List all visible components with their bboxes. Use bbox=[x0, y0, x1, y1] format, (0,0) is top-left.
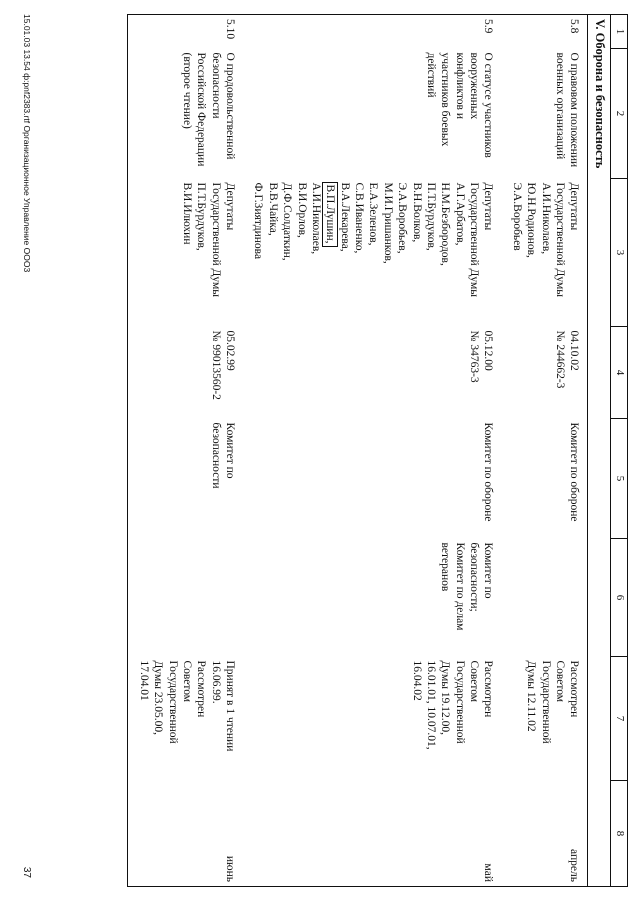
status-line: Рассмотрен bbox=[195, 660, 208, 718]
authors-line: Э.А.Воробьев bbox=[510, 182, 523, 251]
bill-status bbox=[128, 657, 243, 781]
planned-month: апрель bbox=[502, 781, 588, 887]
footer-text: 15.01.03 13.54 ф:pnf2383.rtf Организационное Управление ООО3 bbox=[22, 14, 32, 273]
bill-authors bbox=[128, 179, 243, 327]
column-number: 3 bbox=[611, 179, 628, 327]
bill-title bbox=[243, 49, 501, 179]
status-line: Государственной bbox=[539, 660, 552, 744]
committee-line: безопасности bbox=[209, 422, 222, 489]
co-committees bbox=[243, 539, 501, 657]
row-number: 5.8 bbox=[502, 15, 588, 49]
status-line: Думы 12.11.02 bbox=[525, 660, 538, 732]
row-number: 5.9 bbox=[243, 15, 501, 49]
column-number: 1 bbox=[611, 15, 628, 49]
status-line: Рассмотрен bbox=[482, 660, 495, 718]
status-line: Принят в 1 чтении bbox=[224, 660, 237, 752]
co-committees bbox=[502, 539, 588, 657]
column-number: 4 bbox=[611, 327, 628, 419]
column-number: 8 bbox=[611, 781, 628, 887]
status-line: 17.04.01 bbox=[137, 660, 150, 701]
authors-line: С.В.Иваненко, bbox=[353, 182, 366, 254]
bill-authors bbox=[243, 179, 501, 327]
committee-line: Комитет по обороне bbox=[568, 422, 581, 522]
table-row bbox=[128, 15, 243, 887]
authors-line: Ф.Г.Зиятдинова bbox=[252, 182, 265, 260]
status-line: Государственной bbox=[453, 660, 466, 744]
bill-status bbox=[243, 657, 501, 781]
title-line: действий bbox=[425, 52, 437, 98]
page-number: 37 bbox=[21, 866, 32, 878]
status-line: Рассмотрен bbox=[568, 660, 581, 718]
bill-title bbox=[128, 49, 243, 179]
legislation-table bbox=[128, 14, 629, 887]
responsible-committee bbox=[128, 419, 243, 539]
bill-status bbox=[502, 657, 588, 781]
authors-line: Д.Ф.Солдаткин, bbox=[281, 182, 294, 261]
registered-line: № 244662-3 bbox=[554, 330, 566, 389]
status-line: 16.01.01, 10.07.01, bbox=[425, 660, 437, 750]
authors-line: Е.А.Зеленов, bbox=[367, 182, 380, 246]
status-line: 16.06.99. bbox=[209, 660, 222, 704]
title-line: (второе чтение) bbox=[181, 52, 193, 129]
authors-line: Ю.Н.Родионов, bbox=[525, 182, 538, 258]
planned-month: июнь bbox=[128, 781, 243, 887]
section-title: V. Оборона и безопасность bbox=[588, 15, 611, 887]
registration bbox=[128, 327, 243, 419]
status-line: 16.04.02 bbox=[410, 660, 423, 701]
title-line: конфликтов и bbox=[453, 52, 466, 119]
authors-line: В.В.Чайка, bbox=[266, 182, 279, 236]
table-row bbox=[243, 15, 501, 887]
authors-line: Государственной Думы bbox=[468, 182, 481, 297]
co-committees-line: Комитет по bbox=[482, 542, 495, 599]
column-number: 5 bbox=[611, 419, 628, 539]
status-line: Государственной bbox=[166, 660, 179, 744]
registered-line: № 99013560-2 bbox=[209, 330, 222, 400]
registered-line: 05.02.99 bbox=[224, 330, 237, 371]
title-line: вооруженных bbox=[468, 52, 481, 120]
authors-line: В.И.Орлов, bbox=[295, 182, 308, 238]
authors-line: М.И.Гришанков, bbox=[381, 182, 394, 264]
co-committees-line: Комитет по делам bbox=[453, 542, 466, 631]
registered-line: 05.12.00 bbox=[482, 330, 495, 371]
authors-line: А.Г.Арбатов, bbox=[453, 182, 466, 246]
authors-line: В.Н.Волков, bbox=[410, 182, 423, 243]
authors-line: В.И.Илюхин bbox=[181, 182, 193, 245]
committee-line: Комитет по bbox=[224, 422, 237, 479]
co-committees bbox=[128, 539, 243, 657]
co-committees-line: безопасности; bbox=[468, 542, 481, 612]
authors-line bbox=[323, 183, 337, 323]
status-line: Советом bbox=[554, 660, 566, 703]
title-line: О статусе участников bbox=[482, 52, 495, 158]
title-line: участников боевых bbox=[439, 52, 452, 147]
responsible-committee bbox=[502, 419, 588, 539]
highlighted-author: В.П.Лушин, bbox=[324, 184, 337, 244]
authors-line: Н.М.Безбородов, bbox=[439, 182, 452, 266]
registration bbox=[502, 327, 588, 419]
status-line: Думы 19.12.00, bbox=[439, 660, 452, 735]
planned-month: май bbox=[243, 781, 501, 887]
authors-line: П.Т.Бурдуков, bbox=[425, 182, 437, 251]
authors-line: А.И.Николаев, bbox=[310, 182, 322, 255]
row-number: 5.10 bbox=[128, 15, 243, 49]
authors-line: Государственной Думы bbox=[554, 182, 566, 297]
co-committees-line: ветеранов bbox=[439, 542, 452, 592]
authors-line: Депутаты bbox=[482, 182, 495, 231]
authors-line: Э.А.Воробьев, bbox=[396, 182, 409, 254]
status-line: Думы 23.05.00, bbox=[152, 660, 165, 735]
section-header-row bbox=[588, 15, 611, 887]
title-line: О продовольственной bbox=[224, 52, 237, 160]
authors-line: В.А.Лекарева, bbox=[338, 182, 351, 252]
title-line: военных организаций bbox=[554, 52, 566, 160]
column-number: 7 bbox=[611, 657, 628, 781]
authors-line: Государственной Думы bbox=[209, 182, 222, 297]
authors-line: Депутаты bbox=[568, 182, 581, 231]
authors-line: Депутаты bbox=[224, 182, 237, 231]
status-line: Советом bbox=[181, 660, 193, 703]
table-row bbox=[502, 15, 588, 887]
table-rows bbox=[128, 15, 588, 887]
authors-line: А.И.Николаев, bbox=[539, 182, 552, 255]
title-line: О правовом положении bbox=[568, 52, 581, 168]
registered-line: № 34763-3 bbox=[468, 330, 481, 383]
column-number: 6 bbox=[611, 539, 628, 657]
bill-authors bbox=[502, 179, 588, 327]
responsible-committee bbox=[243, 419, 501, 539]
registered-line: 04.10.02 bbox=[568, 330, 581, 371]
committee-line: Комитет по обороне bbox=[482, 422, 495, 522]
title-line: Российской Федерации bbox=[195, 52, 208, 167]
title-line: безопасности bbox=[209, 52, 222, 119]
status-line: Советом bbox=[468, 660, 481, 703]
bill-title bbox=[502, 49, 588, 179]
authors-line: П.Т.Бурдуков, bbox=[195, 182, 208, 251]
column-number: 2 bbox=[611, 49, 628, 179]
registration bbox=[243, 327, 501, 419]
column-number-row bbox=[611, 15, 628, 887]
